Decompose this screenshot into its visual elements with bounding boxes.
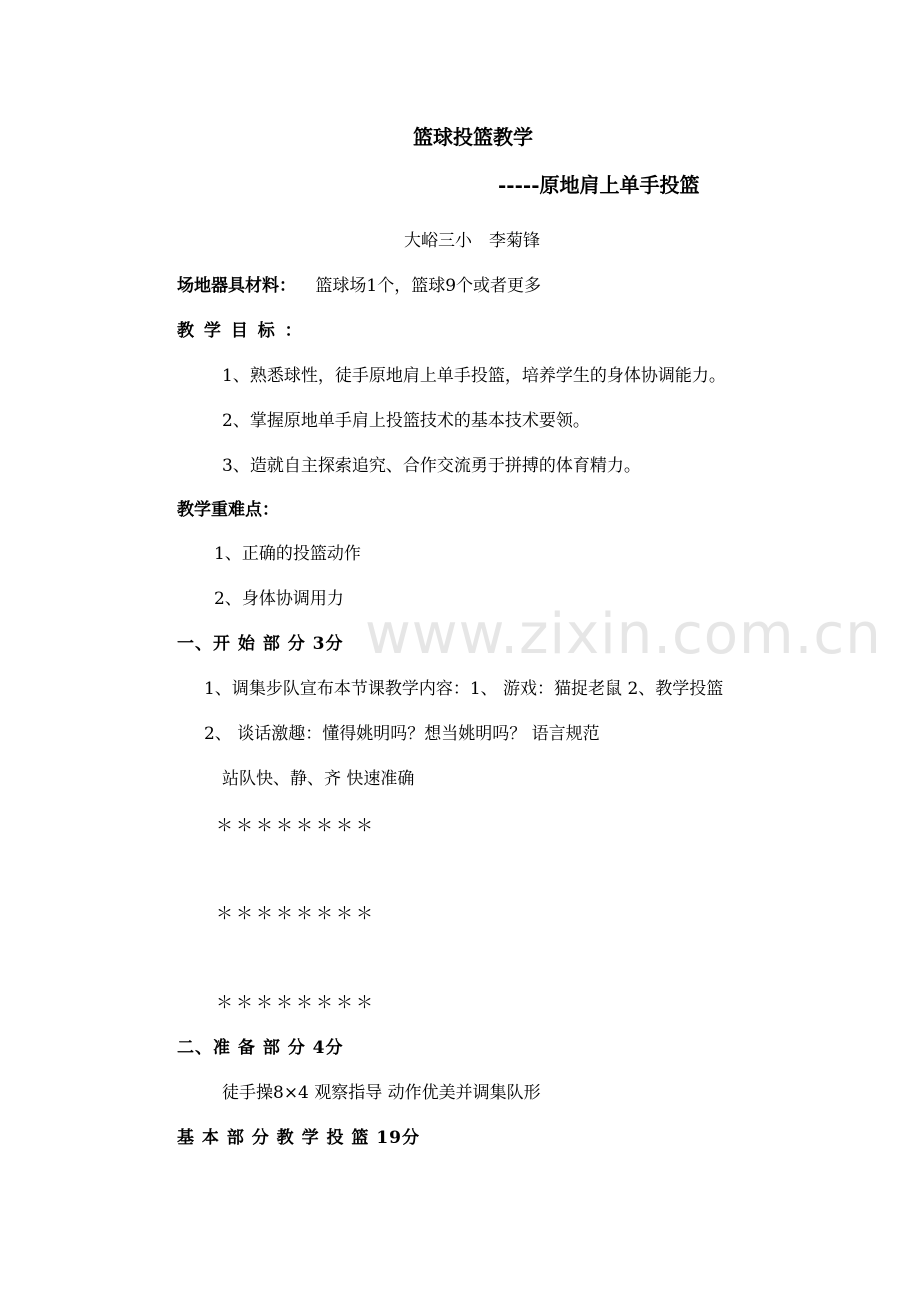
formation-row: ＊＊＊＊＊＊＊＊ [216,904,376,924]
materials-label: 场地器具材料： [177,276,296,296]
objective-item: 3、造就自主探索追究、合作交流勇于拼搏的体育精力。 [222,456,641,476]
part1-line: 2、 谈话激趣：懂得姚明吗？想当姚明吗？ 语言规范 [204,724,600,744]
part1-heading: 一、开 始 部 分 3分 [177,634,344,654]
formation-row: ＊＊＊＊＊＊＊＊ [216,993,376,1013]
formation-row: ＊＊＊＊＊＊＊＊ [216,816,376,836]
materials-text: 篮球场1个，篮球9个或者更多 [315,276,542,296]
document-subtitle: -----原地肩上单手投篮 [498,173,700,197]
objectives-heading: 教 学 目 标 ： [177,321,304,341]
part2-heading: 二、准 备 部 分 4分 [177,1038,344,1058]
materials-line [177,275,541,297]
key-point-item: 1、正确的投篮动作 [214,544,361,564]
objective-item: 1、熟悉球性，徒手原地肩上单手投篮，培养学生的身体协调能力。 [222,366,726,386]
part1-line: 1、调集步队宣布本节课教学内容：1、 游戏：猫捉老鼠 2、教学投篮 [204,679,724,699]
author-line: 大峪三小 李菊锋 [404,231,540,251]
key-point-item: 2、身体协调用力 [214,589,344,609]
part3-heading: 基 本 部 分 教 学 投 篮 19分 [177,1128,421,1148]
key-points-heading: 教学重难点： [177,500,279,520]
part1-line: 站队快、静、齐 快速准确 [222,769,415,789]
part2-line: 徒手操8×4 观察指导 动作优美并调集队形 [222,1083,541,1103]
document-title: 篮球投篮教学 [413,125,533,149]
objective-item: 2、掌握原地单手肩上投篮技术的基本技术要领。 [222,411,590,431]
watermark: www.zixin.com.cn [365,602,882,667]
